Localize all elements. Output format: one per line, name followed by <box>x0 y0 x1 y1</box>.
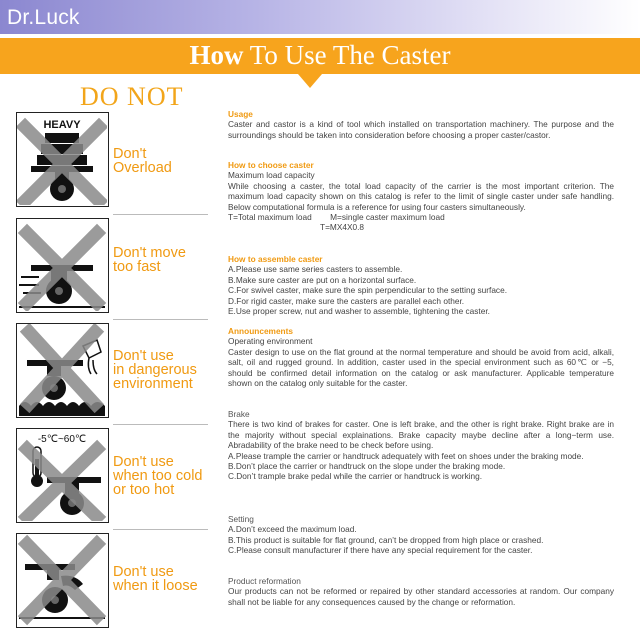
warning-line: when it loose <box>113 578 198 594</box>
list-item: B.This product is suitable for flat ground, can’t be dropped from high place or crashed. <box>228 534 544 545</box>
warning-line: environment <box>113 376 193 392</box>
list-item: C.Don’t trample brake pedal while the carrier or handtruck is working. <box>228 471 483 482</box>
section-subtitle: Maximum load capacity <box>228 170 315 181</box>
list-item: C.For swivel caster, make sure the spin perpendicular to the setting surface. <box>228 285 507 296</box>
list-item: A.Please trample the carrier or handtruck adequately with feet on shoes under the braking mode. <box>228 450 584 461</box>
section-subtitle: Operating environment <box>228 336 313 347</box>
divider <box>113 214 208 215</box>
warning-line: in dangerous <box>113 362 197 378</box>
section-body: While choosing a caster, the total load capacity of the carrier is the most important criterion. The maximum load capacity shown on this catalog is refer to the limit of single caster under safe handling. Below computational formula is a reference for using four casters simultaneously. <box>228 180 614 212</box>
header-bar <box>0 0 640 34</box>
section-title: Announcements <box>228 326 293 336</box>
warning-overload <box>113 147 172 175</box>
do-not-heading: DO NOT <box>80 82 184 111</box>
section-usage <box>228 109 614 140</box>
warning-loose <box>113 565 198 593</box>
warning-line: when too cold <box>113 468 203 484</box>
temperature-caster-icon <box>17 429 107 521</box>
section-setting <box>228 514 614 556</box>
warning-line: Don't move <box>113 245 186 261</box>
warning-line: or too hot <box>113 482 175 498</box>
warning-line: Don't use <box>113 564 174 580</box>
section-body: Caster design to use on the flat ground at the normal temperature and should be avoid from acid, alkali, salt, oil and rugged ground. In addition, caster used in the special environment such as 60℃ or −5, should be confirmed detail information on the catalog or ask manufacturer. Applicable temperature shown on the catalog only suitable for the caster. <box>228 346 614 389</box>
section-title: Product reformation <box>228 576 301 586</box>
list-item: E.Use proper screw, nut and washer to assemble, tightening the caster. <box>228 306 490 317</box>
page-title-rest: To Use The Caster <box>243 40 451 70</box>
list-item: B.Make sure caster are put on a horizontal surface. <box>228 274 417 285</box>
heavy-caster-icon <box>17 113 107 205</box>
section-product-reformation <box>228 576 614 607</box>
fast-caster-icon <box>17 219 107 311</box>
formula-line: T=Total maximum load M=single caster maximum load <box>228 212 445 223</box>
section-body: There is two kind of brakes for caster. One is left brake, and the other is right brake. Right brake are in the majority without special explainations. Brake capacity maybe decline after a long−term use. Abradability of the brake need to be check before using. <box>228 419 614 451</box>
panel-overload <box>16 112 109 207</box>
panel-loose <box>16 533 109 628</box>
section-choose-caster <box>228 160 614 233</box>
loose-caster-icon <box>17 534 107 626</box>
warning-dangerous-environment <box>113 349 197 391</box>
section-title: How to assemble caster <box>228 254 323 264</box>
section-body: Our products can not be reformed or repaired by other standard accessories at random. Our company shall not be liable for any consequences caused by the change or reformation. <box>228 586 614 607</box>
banner-notch <box>298 74 322 88</box>
list-item: C.Please consult manufacturer if there have any special requirement for the caster. <box>228 545 533 556</box>
brand-logo: Dr.Luck <box>7 6 80 29</box>
warning-line: Don't use <box>113 348 174 364</box>
panel-dangerous-environment <box>16 323 109 418</box>
divider <box>113 529 208 530</box>
warning-too-fast <box>113 246 186 274</box>
formula-line: T=MX4X0.8 <box>320 222 365 233</box>
warning-temperature <box>113 455 202 497</box>
panel-too-fast <box>16 218 109 313</box>
list-item: D.For rigid caster, make sure the casters are parallel each other. <box>228 295 465 306</box>
warning-line: too fast <box>113 259 161 275</box>
page-title-strong: How <box>189 40 244 70</box>
divider <box>113 319 208 320</box>
section-assemble-caster <box>228 254 614 316</box>
list-item: B.Don’t place the carrier or handtruck on the slope under the braking mode. <box>228 461 506 472</box>
warning-line: Don't <box>113 146 147 162</box>
warning-line: Don't use <box>113 454 174 470</box>
list-item: A.Don’t exceed the maximum load. <box>228 524 357 535</box>
section-brake <box>228 409 614 482</box>
page-title <box>0 40 640 71</box>
panel-temperature <box>16 428 109 523</box>
list-item: A.Please use same series casters to assemble. <box>228 264 403 275</box>
divider <box>113 424 208 425</box>
chemical-caster-icon <box>17 324 107 416</box>
temperature-label: -5℃~60℃ <box>37 434 87 445</box>
section-title: Setting <box>228 514 254 524</box>
section-title: Usage <box>228 109 253 119</box>
section-title: How to choose caster <box>228 160 314 170</box>
section-body: Caster and castor is a kind of tool which installed on transportation machinery. The purpose and the surroundings should be taken into consideration before choosing a proper caster/castor. <box>228 119 614 140</box>
heavy-badge: HEAVY <box>43 119 81 131</box>
warning-line: Overload <box>113 160 172 176</box>
section-announcements <box>228 326 614 388</box>
section-title: Brake <box>228 409 250 419</box>
